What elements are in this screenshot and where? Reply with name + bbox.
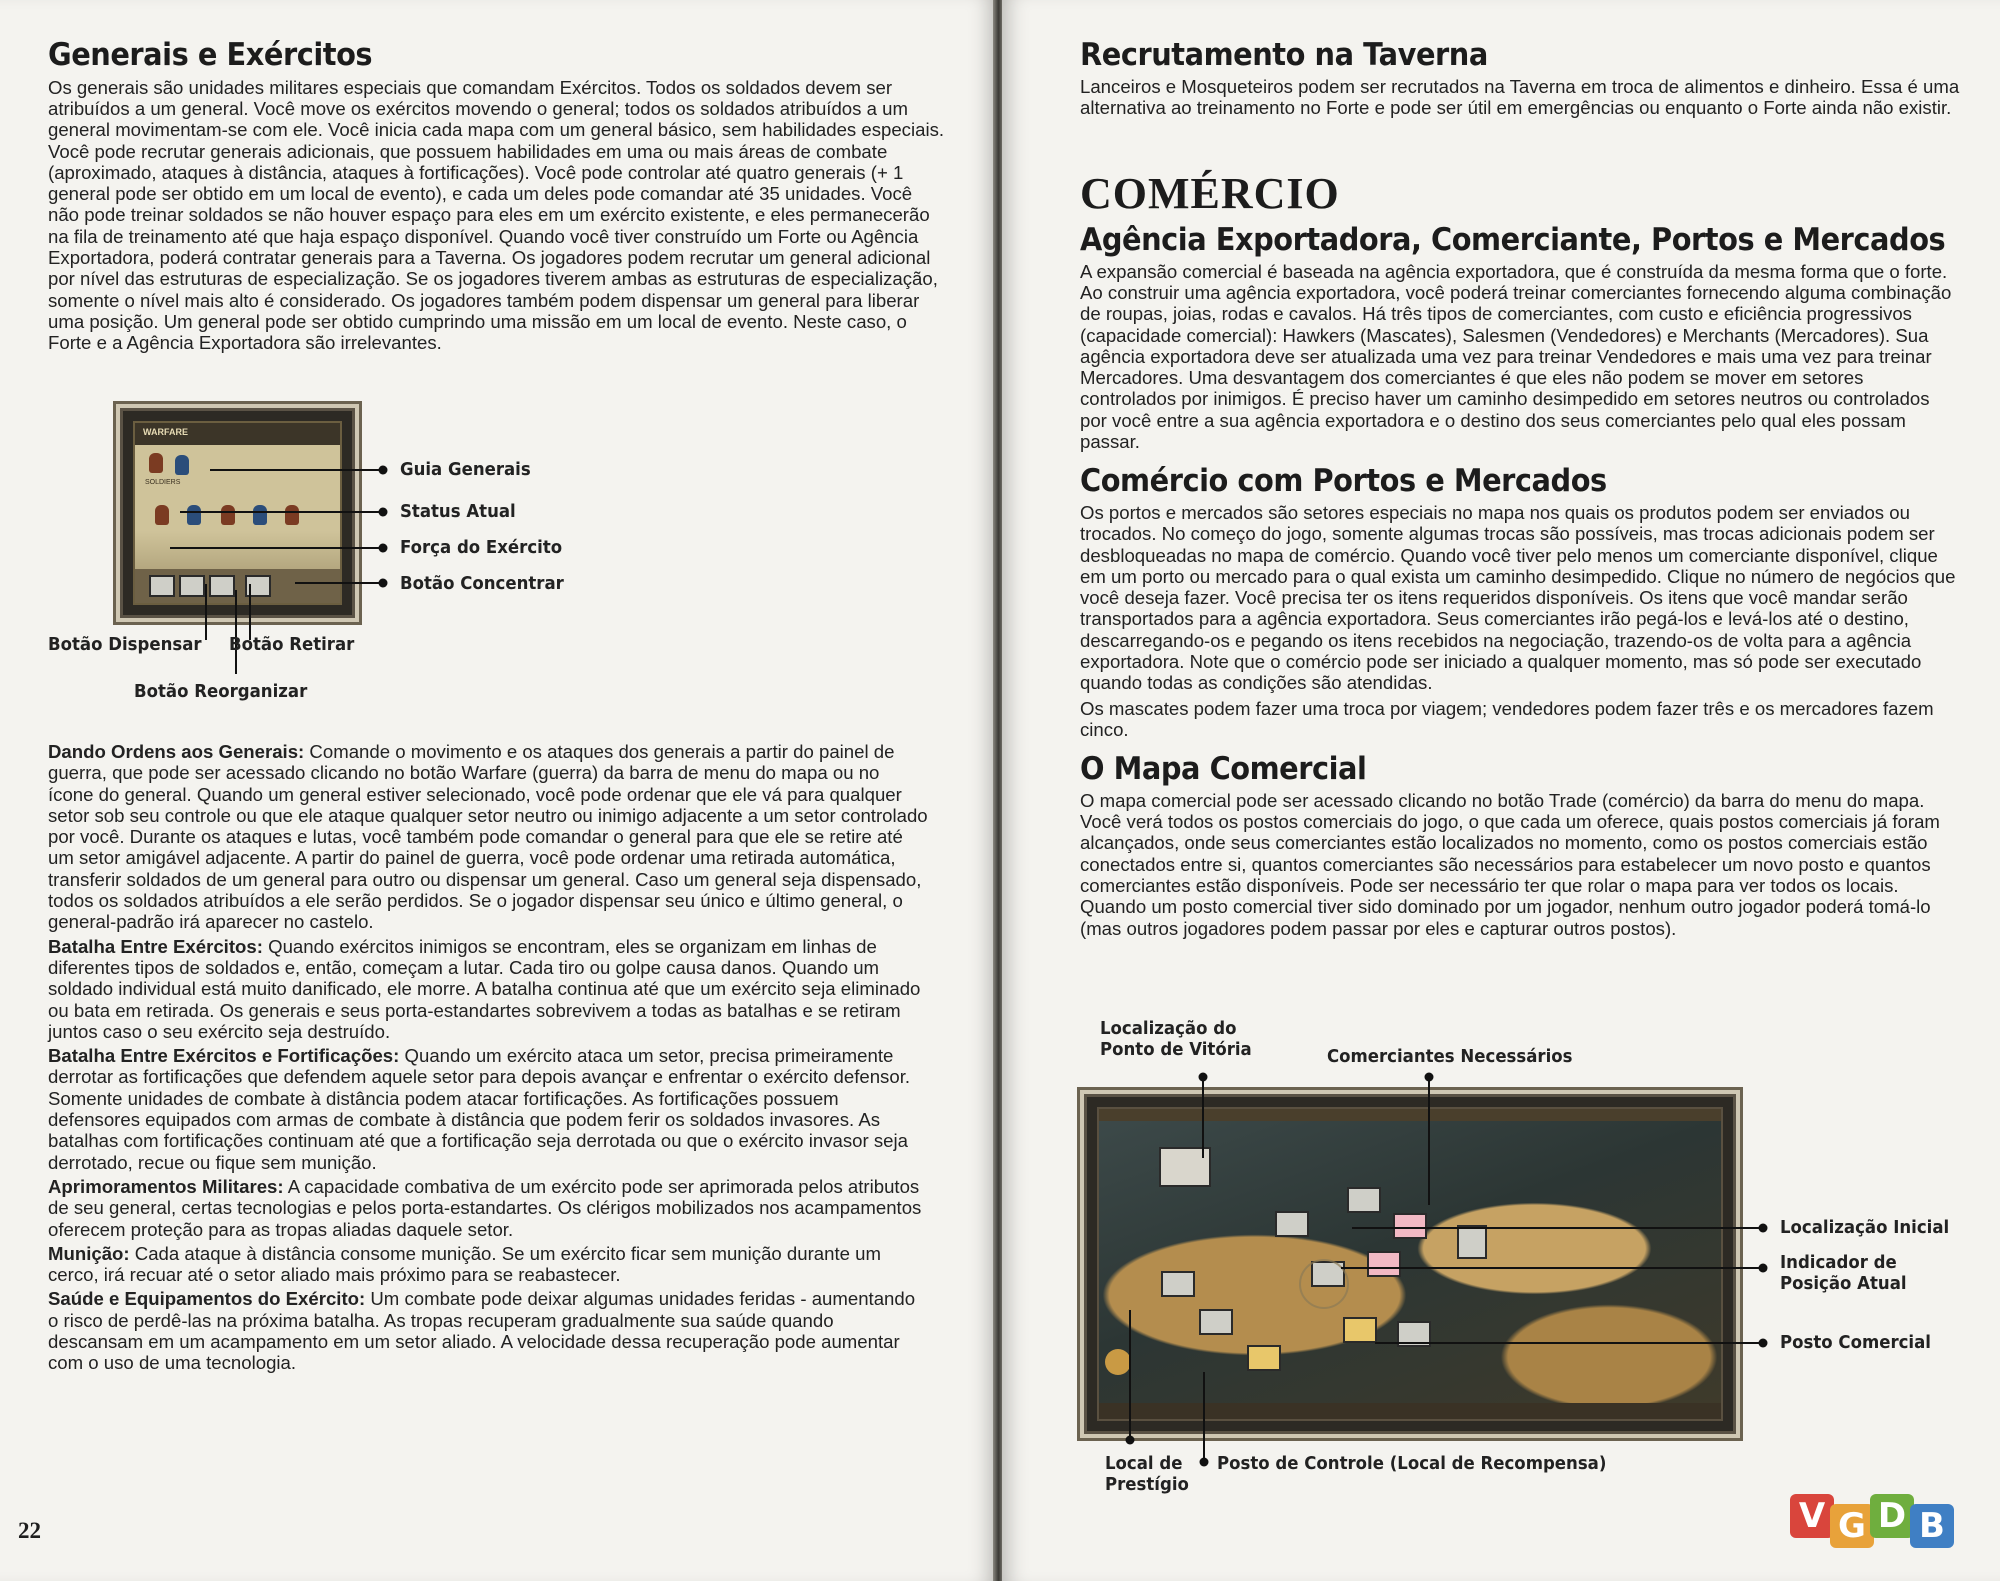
callout-localizacao-inicial: Localização Inicial <box>1780 1217 1950 1238</box>
taverna-text: Lanceiros e Mosqueteiros podem ser recrutados na Taverna em troca de alimentos e dinheiro. Essa é uma alternativa ao treinamento no Forte e pode ser útil em emergências ou enquanto o Forte ainda não existir. <box>1080 75 1960 118</box>
warfare-screen-title: WARFARE <box>143 427 188 437</box>
section-ordens <box>48 741 928 933</box>
section-batalha-exercitos-lead: Batalha Entre Exércitos: <box>48 935 263 957</box>
soldier-icon <box>155 505 169 525</box>
callout-indicador-line1: Indicador de <box>1780 1252 1897 1273</box>
callout-prestigio-line1: Local de <box>1105 1453 1183 1474</box>
callout-indicador-line2: Posição Atual <box>1780 1273 1907 1294</box>
trade-post-icon[interactable] <box>1199 1309 1233 1335</box>
generais-title: Generais e Exércitos <box>48 37 373 73</box>
callout-forca-exercito: Força do Exército <box>400 537 563 558</box>
section-aprimoramentos-text: A capacidade combativa de um exército pode ser aprimorada pelos atributos de seu general, certas tecnologias e pelos porta-estandartes. Os clérigos mobilizados nos acampamentos oferecem proteção para as tropas aliadas daquele setor. <box>48 1175 922 1240</box>
logo-tile-d: D <box>1870 1494 1914 1538</box>
comercio-section <box>1080 168 1960 939</box>
trade-post-icon[interactable] <box>1161 1271 1195 1297</box>
logo-tile-g: G <box>1830 1504 1874 1548</box>
portos-title: Comércio com Portos e Mercados <box>1080 463 1607 500</box>
start-location-icon[interactable] <box>1457 1225 1487 1259</box>
warfare-screenshot <box>120 408 355 618</box>
callout-posto-comercial: Posto Comercial <box>1780 1332 1931 1353</box>
section-ordens-lead: Dando Ordens aos Generais: <box>48 741 305 762</box>
mapa-title: O Mapa Comercial <box>1080 751 1367 788</box>
soldier-icon <box>253 505 267 525</box>
agencia-title: Agência Exportadora, Comerciante, Portos e Mercados <box>1080 222 1946 258</box>
portos-text-2: Os mascates podem fazer uma troca por viagem; vendedores podem fazer três e os mercadores fazem cinco. <box>1080 697 1934 740</box>
agencia-text: A expansão comercial é baseada na agência exportadora, que é construída da mesma forma que o forte. Ao construir uma agência exportadora, você poderá treinar comerciantes fornecendo alguma combinação de roupas, joias, rodas e cavalos. Há três tipos de comerciantes, com custo e eficiência progressivos (capacidade comercial): Hawkers (Mascates), Salesmen (Vendedores) e Merchants (Mercadores). Sua agência exportadora deve ser atualizada uma vez para treinar Vendedores e mais uma vez para treinar Mercadores. Uma desvantagem dos comerciantes é que eles não podem se mover em setores controlados por inimigos. É preciso haver um caminho desimpedido em setores neutros ou controlados por você entre a sua agência exportadora e o destino dos seus comerciantes pelo qual eles possam passar. <box>1080 260 1952 453</box>
callout-comerciantes: Comerciantes Necessários <box>1327 1046 1573 1067</box>
callout-botao-retirar: Botão Retirar <box>229 634 355 655</box>
comercio-title: COMÉRCIO <box>1080 169 1340 218</box>
callout-botao-concentrar: Botão Concentrar <box>400 573 564 594</box>
retirar-icon[interactable] <box>209 575 235 597</box>
trade-post-icon[interactable] <box>1347 1187 1381 1213</box>
soldier-icon <box>187 505 201 525</box>
current-position-icon[interactable] <box>1367 1251 1401 1277</box>
taverna-section <box>1080 38 1960 118</box>
generais-details <box>48 741 928 1374</box>
trade-post-icon[interactable] <box>1275 1211 1309 1237</box>
callout-vitoria-line2: Ponto de Vitória <box>1100 1039 1252 1060</box>
compass-rose-icon <box>1299 1259 1349 1309</box>
section-batalha-fortificacoes <box>48 1045 928 1173</box>
section-batalha-fortificacoes-lead: Batalha Entre Exércitos e Fortificações: <box>48 1045 400 1067</box>
taverna-title: Recrutamento na Taverna <box>1080 37 1488 73</box>
general-icon <box>175 455 189 475</box>
right-page <box>1002 0 2000 1581</box>
trade-map-screenshot <box>1084 1094 1736 1434</box>
left-page <box>0 0 995 1581</box>
section-aprimoramentos-lead: Aprimoramentos Militares: <box>48 1175 284 1197</box>
soldier-icon <box>285 505 299 525</box>
section-aprimoramentos <box>48 1176 928 1240</box>
generais-intro: Os generais são unidades militares especiais que comandam Exércitos. Todos os soldados devem ser atribuídos a um general. Você move os exércitos movendo o general; todos os soldados atribuídos a um general movimentam-se com ele. Você inicia cada mapa com um general básico, sem habilidades especiais. Você pode recrutar generais adicionais, que possuem habilidades em uma ou mais áreas de combate (aproximado, ataques à distância, ataques à fortificações). Você pode controlar até quatro generais (+ 1 general pode ser obtido em um local de evento), e cada um deles pode comandar até 35 unidades. Você não pode treinar soldados se não houver espaço para eles em um exército existente, e eles permanecerão na fila de treinamento até que haja espaço disponível. Quando você tiver construído um Forte ou Agência Exportadora, poderá contratar generais para a Taverna. Os jogadores podem recrutar um general adicional por nível das estruturas de especialização. Se os jogadores tiverem ambas as estruturas de especialização, somente o nível mais alto é considerado. Os jogadores também podem dispensar um general para liberar uma posição. Um general pode ser obtido cumprindo uma missão em um local de evento. Neste caso, o Forte e a Agência Exportadora são irrelevantes. <box>48 76 945 354</box>
concentrar-icon[interactable] <box>245 575 271 597</box>
logo-tile-v: V <box>1790 1494 1834 1538</box>
section-saude-text: Um combate pode deixar algumas unidades feridas - aumentando o risco de perdê-las na próxima batalha. As tropas recuperam gradualmente sua saúde quando descansam em um acampamento em um setor aliado. A velocidade dessa recuperação pode aumentar com o uso de uma tecnologia. <box>48 1288 916 1374</box>
trade-post-icon[interactable] <box>1247 1345 1281 1371</box>
callout-guia-generais: Guia Generais <box>400 459 531 480</box>
section-ordens-text: Comande o movimento e os ataques dos generais a partir do painel de guerra, que pode ser acessado clicando no botão Warfare (guerra) da barra de menu do mapa ou no ícone do general. Quando um general estiver selecionado, você pode ordenar que ele vá para qualquer setor sob seu controle ou que ele ataque qualquer setor neutro ou inimigo adjacente a um setor controlado por você. Durante os ataques e lutas, você também pode comandar o general para que ele se retire até um setor amigável adjacente. A partir do painel de guerra, você pode ordenar uma retirada automática, transferir soldados de um general para outro ou dispensar um general. Caso um general seja dispensado, todos os soldados atribuídos a ele serão perdidos. Se o jogador dispensar seu único e último general, o general-padrão irá aparecer no castelo. <box>48 741 928 933</box>
callout-indicador <box>1780 1252 1907 1294</box>
warfare-screen-subtitle: SOLDIERS <box>145 479 181 486</box>
callout-status-atual: Status Atual <box>400 501 516 522</box>
section-saude <box>48 1288 928 1373</box>
callout-vitoria <box>1100 1018 1252 1060</box>
generais-section <box>48 38 948 354</box>
general-icon <box>149 453 163 473</box>
section-batalha-exercitos <box>48 936 928 1042</box>
mapa-text: O mapa comercial pode ser acessado clicando no botão Trade (comércio) da barra do menu do mapa. Você verá todos os postos comerciais do jogo, o que cada um oferece, quais postos comerciais já foram alcançados, onde seus comerciantes estão localizados no momento, como os postos comerciais estão conectados entre si, quantos comerciantes são necessários para estabelecer um novo posto e quantos comerciantes estão disponíveis. Pode ser necessário ter que rolar o mapa para ver todos os locais. Quando um posto comercial tiver sido dominado por um jogador, nenhum outro jogador poderá tomá-lo (mas outros jogadores podem passar por eles e capturar outros postos). <box>1080 789 1940 939</box>
page-number: 22 <box>18 1518 41 1543</box>
callout-botao-dispensar: Botão Dispensar <box>48 634 202 655</box>
callout-posto-controle: Posto de Controle (Local de Recompensa) <box>1217 1453 1607 1474</box>
callout-vitoria-line1: Localização do <box>1100 1018 1237 1039</box>
soldier-icon <box>221 505 235 525</box>
callout-prestigio-line2: Prestígio <box>1105 1474 1189 1495</box>
logo-tile-b: B <box>1910 1504 1954 1548</box>
section-batalha-exercitos-text: Quando exércitos inimigos se encontram, eles se organizam em linhas de diferentes tipos de soldados e, então, começam a lutar. Cada tiro ou golpe causa danos. Quando um soldado individual está muito danificado, ele morre. A batalha continua até que um exército seja eliminado ou bata em retirada. Os generais e seus porta-estandartes sobrevivem a todas as batalhas e se retiram juntos caso o seu exército seja destruído. <box>48 935 921 1042</box>
section-saude-lead: Saúde e Equipamentos do Exército: <box>48 1288 366 1310</box>
dispensar-icon[interactable] <box>149 575 175 597</box>
reorganizar-icon[interactable] <box>179 575 205 597</box>
callout-botao-reorganizar: Botão Reorganizar <box>134 681 308 702</box>
trade-post-icon[interactable] <box>1397 1321 1431 1347</box>
section-municao-lead: Munição: <box>48 1242 130 1264</box>
trade-post-icon[interactable] <box>1393 1213 1427 1239</box>
section-batalha-fortificacoes-text: Quando um exército ataca um setor, precisa primeiramente derrotar as fortificações que defendem aquele setor para depois avançar e enfrentar o exército defensor. Somente unidades de combate à distância podem atacar fortificações. As fortificações possuem defensores equipados com armas de combate à distância que podem ferir os soldados invasores. As batalhas com fortificações continuam até que a fortificação seja derrotada ou que o exército invasor seja derrotado, recue ou fique sem munição. <box>48 1045 911 1173</box>
trade-post-icon[interactable] <box>1343 1317 1377 1343</box>
callout-prestigio <box>1105 1453 1189 1495</box>
portos-text: Os portos e mercados são setores especiais no mapa nos quais os produtos podem ser enviados ou trocados. No começo do jogo, somente algumas trocas são possíveis, mas trocas adicionais podem ser desbloqueadas no mapa de comércio. Quando você tiver pelo menos um comerciante disponível, clique em um porto ou mercado para o qual exista um caminho desimpedido. Clique no número de negócios que você deseja fazer. Você precisa ter os itens requeridos disponíveis. Os itens que você mandar serão transportados para a agência exportadora. Seus comerciantes irão pegá-los e levá-los até o destino, descarregando-os e pegando os itens recebidos na negociação, trazendo-os de volta para a agência exportadora. Note que o comércio pode ser iniciado a qualquer momento, mas só pode ser executado quando todas as condições são atendidas. <box>1080 501 1956 694</box>
section-municao-text: Cada ataque à distância consome munição. Se um exército ficar sem munição durante um cerco, irá recuar até o setor aliado mais próximo para se reabastecer. <box>48 1242 881 1286</box>
victory-point-icon[interactable] <box>1159 1147 1211 1187</box>
section-municao <box>48 1243 928 1286</box>
prestige-icon <box>1105 1349 1131 1375</box>
